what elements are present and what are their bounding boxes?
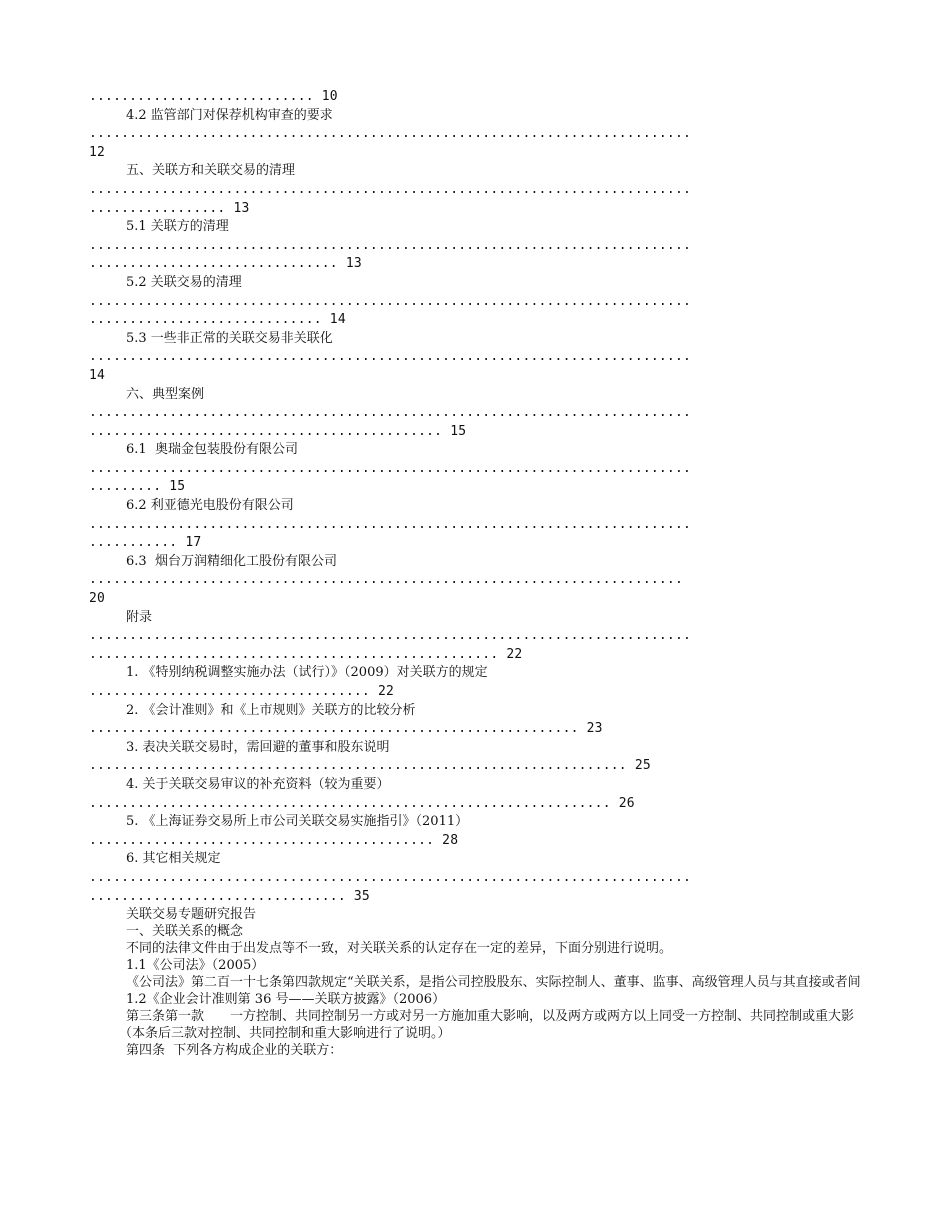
toc-entry-title[interactable]: 6. 其它相关规定 bbox=[126, 851, 221, 867]
paragraph: 《公司法》第二百一十七条第四款规定“关联关系，是指公司控股股东、实际控制人、董事、监事、高级管理人员与其直接或者间 bbox=[126, 975, 861, 991]
toc-entry-title[interactable]: 五、关联方和关联交易的清理 bbox=[126, 163, 296, 179]
paragraph-note: （本条后三款对控制、共同控制和重大影响进行了说明。） bbox=[119, 1026, 451, 1042]
toc-entry[interactable] bbox=[89, 441, 864, 497]
toc-page-number: ................. 13 bbox=[89, 200, 250, 216]
toc-entry[interactable] bbox=[89, 497, 864, 553]
toc-entry[interactable] bbox=[89, 739, 864, 776]
toc-dots-line: ............................................................. 23 bbox=[89, 721, 603, 737]
toc-entry-title[interactable]: 4. 关于关联交易审议的补充资料（较为重要） bbox=[126, 776, 390, 792]
toc-entry-title[interactable]: 5.1 关联方的清理 bbox=[126, 219, 229, 235]
toc-dots-line: ........................................................................... bbox=[89, 181, 691, 197]
toc-dots-line: ........................................................................... bbox=[89, 126, 691, 142]
toc-entry-title[interactable]: 5.2 关联交易的清理 bbox=[126, 274, 242, 290]
report-body bbox=[89, 906, 864, 1059]
toc-entry[interactable] bbox=[89, 813, 864, 850]
toc-entry[interactable] bbox=[89, 664, 864, 701]
toc-page-number: ............................... 13 bbox=[89, 256, 362, 272]
toc-dots-line: ................................................................. 26 bbox=[89, 795, 635, 811]
section-heading: 一、关联关系的概念 bbox=[126, 924, 244, 940]
toc-entry-title[interactable]: 6.2 利亚德光电股份有限公司 bbox=[126, 498, 294, 514]
toc-entry-title[interactable]: 6.3 烟台万润精细化工股份有限公司 bbox=[126, 553, 337, 569]
document-page bbox=[89, 88, 864, 1059]
toc-entry-title[interactable]: 附录 bbox=[126, 609, 153, 625]
toc-entry[interactable] bbox=[89, 107, 864, 163]
toc-entry[interactable] bbox=[89, 850, 864, 906]
toc-dots-line: ................................... 22 bbox=[89, 684, 395, 699]
toc-dots-line: ........................................................................... bbox=[89, 349, 691, 365]
paragraph: 第四条 下列各方构成企业的关联方： bbox=[126, 1043, 343, 1059]
toc-entry-title[interactable]: 六、典型案例 bbox=[126, 386, 205, 402]
report-title: 关联交易专题研究报告 bbox=[126, 907, 257, 923]
toc-page-number: ......... 15 bbox=[89, 479, 186, 495]
toc-entry[interactable] bbox=[89, 553, 864, 609]
toc-dots-line: ........................................................................... bbox=[89, 293, 691, 309]
toc-dots-line: ............................ 10 bbox=[89, 89, 338, 104]
toc-dots-line: ........................................................................... bbox=[89, 628, 691, 644]
toc-entry-title[interactable]: 5.3 一些非正常的关联交易非关联化 bbox=[126, 330, 333, 346]
toc-entry[interactable] bbox=[89, 776, 864, 813]
toc-page-number: ............................................ 15 bbox=[89, 423, 467, 439]
toc-dots-line: ........................................................................... bbox=[89, 460, 691, 476]
toc-page-number: ................................ 35 bbox=[89, 888, 370, 904]
toc-dots-line: ........................................................................... bbox=[89, 869, 691, 885]
toc-entry[interactable] bbox=[89, 274, 864, 330]
toc-entry-title[interactable]: 1. 《特别纳税调整实施办法（试行）》（2009）对关联方的规定 bbox=[126, 665, 488, 681]
toc-page-number: ................................................... 22 bbox=[89, 646, 523, 662]
toc-dots-line: .......................................................................... bbox=[89, 572, 683, 588]
table-of-contents bbox=[89, 88, 864, 906]
toc-dots-line: ........................................................................... bbox=[89, 516, 691, 532]
toc-entry-title[interactable]: 2. 《会计准则》和《上市规则》关联方的比较分析 bbox=[126, 702, 416, 718]
subsection-heading: 1.1《公司法》（2005） bbox=[126, 958, 265, 974]
toc-page-number: 14 bbox=[89, 367, 106, 383]
toc-page-number: ........... 17 bbox=[89, 535, 202, 551]
toc-entry bbox=[89, 88, 864, 107]
toc-entry[interactable] bbox=[89, 162, 864, 218]
toc-dots-line: ........................................................................... bbox=[89, 237, 691, 253]
paragraph: 不同的法律文件由于出发点等不一致，对关联关系的认定存在一定的差异，下面分别进行说明。 bbox=[126, 941, 673, 957]
toc-entry[interactable] bbox=[89, 218, 864, 274]
toc-entry[interactable] bbox=[89, 386, 864, 442]
toc-dots-line: ........................................................................... bbox=[89, 405, 691, 421]
toc-entry[interactable] bbox=[89, 702, 864, 739]
toc-entry[interactable] bbox=[89, 330, 864, 386]
toc-dots-line: ........................................... 28 bbox=[89, 832, 459, 848]
toc-dots-line: ................................................................... 25 bbox=[89, 758, 651, 774]
subsection-heading: 1.2《企业会计准则第 36 号——关联方披露》（2006） bbox=[126, 992, 446, 1008]
toc-entry-title[interactable]: 3. 表决关联交易时，需回避的董事和股东说明 bbox=[126, 739, 390, 755]
paragraph: 第三条第一款 一方控制、共同控制另一方或对另一方施加重大影响，以及两方或两方以上同受一方控制、共同控制或重大影 bbox=[126, 1009, 855, 1025]
toc-page-number: ............................. 14 bbox=[89, 312, 346, 328]
toc-entry-title[interactable]: 6.1 奥瑞金包装股份有限公司 bbox=[126, 442, 298, 458]
toc-entry-title[interactable]: 5. 《上海证券交易所上市公司关联交易实施指引》（2011） bbox=[126, 814, 469, 830]
toc-page-number: 12 bbox=[89, 144, 106, 160]
toc-page-number: 20 bbox=[89, 591, 106, 607]
toc-entry-title[interactable]: 4.2 监管部门对保荐机构审查的要求 bbox=[126, 107, 333, 123]
toc-entry[interactable] bbox=[89, 609, 864, 665]
